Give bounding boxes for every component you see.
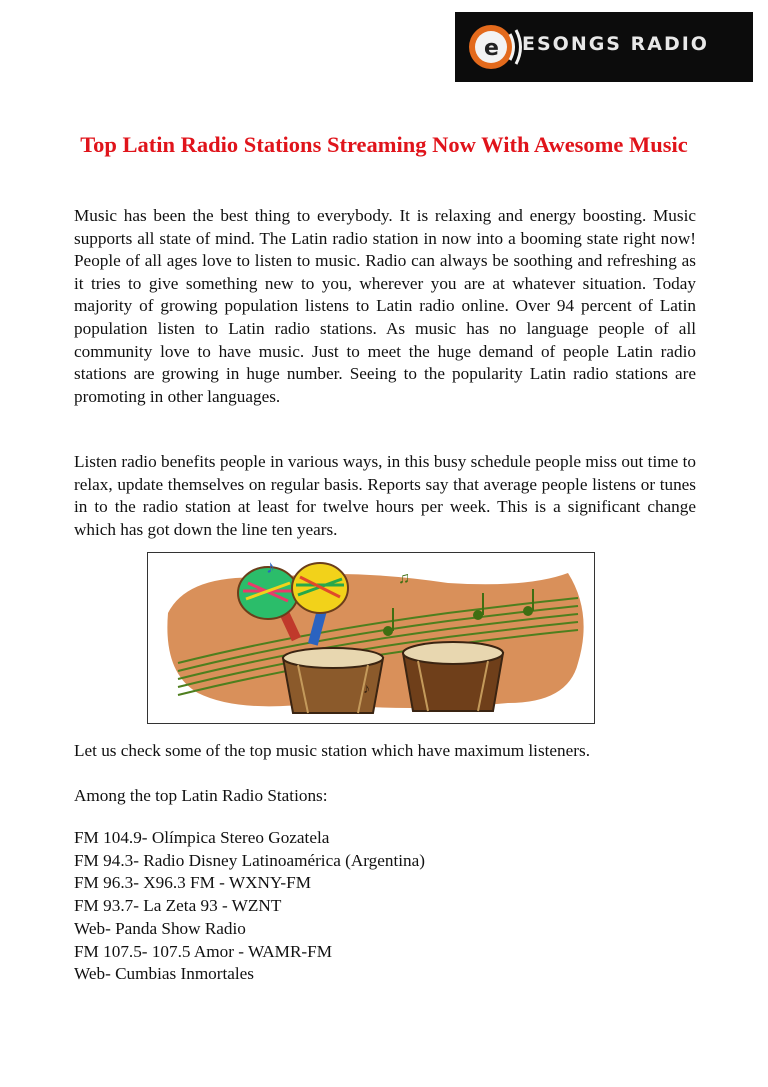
logo-wordmark: ESONGS RADIO [522,33,709,55]
svg-text:♪: ♪ [266,557,275,577]
paragraph-benefits: Listen radio benefits people in various ways, in this busy schedule people miss out time to relax, update themselves on regular basis. Reports say that average people listens or tunes in to the radio station at least for twelve hours per week. This is a significant change which has got down the line ten years. [74,452,696,539]
article-title: Top Latin Radio Stations Streaming Now With Awesome Music [80,132,688,157]
list-item: Web- Panda Show Radio [74,918,246,938]
list-item: FM 96.3- X96.3 FM - WXNY-FM [74,873,311,893]
svg-text:e: e [484,36,499,61]
esongs-radio-logo [455,12,753,82]
svg-text:♫: ♫ [398,570,410,587]
list-item: Web- Cumbias Inmortales [74,964,254,984]
list-item: FM 107.5- 107.5 Amor - WAMR-FM [74,941,332,961]
maracas-drums-illustration [147,552,595,724]
list-item: FM 94.3- Radio Disney Latinoamérica (Argentina) [74,850,425,870]
list-item: FM 104.9- Olímpica Stereo Gozatela [74,828,330,847]
stations-list [74,827,425,986]
music-illustration-icon [148,553,594,723]
svg-text:♪: ♪ [363,682,370,697]
top-stations-intro: Let us check some of the top music station which have maximum listeners. [74,741,590,760]
stations-list-heading: Among the top Latin Radio Stations: [74,786,328,805]
list-item: FM 93.7- La Zeta 93 - WZNT [74,896,282,916]
paragraph-intro: Music has been the best thing to everybody. It is relaxing and energy boosting. Music supports all state of mind. The Latin radio station in now into a booming state right now! People of all ages love to listen to music. Radio can always be soothing and refreshing as it tries to give something new to you, wherever you are at whatever situation. Today majority of growing population listens to Latin radio online. Over 94 percent of Latin population listen to Latin radio stations. As music has no language people of all community love to have music. Just to meet the huge demand of people Latin radio stations are growing in huge number. Seeing to the popularity Latin radio stations are promoting in other languages. [74,206,696,406]
